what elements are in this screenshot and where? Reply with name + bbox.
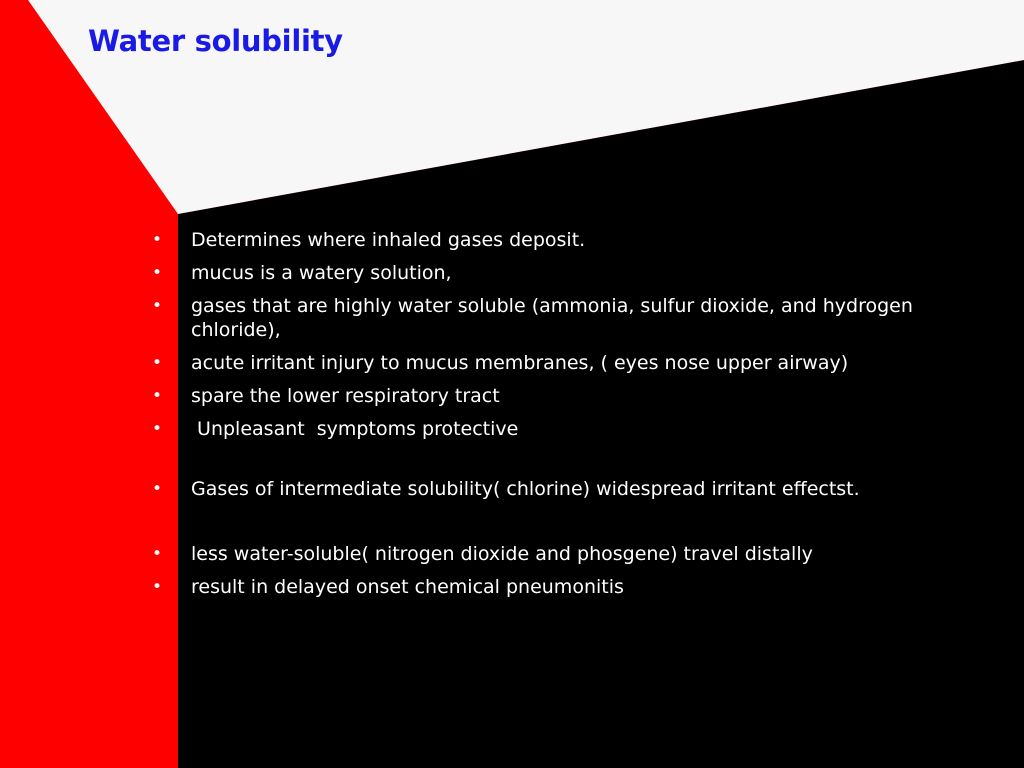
list-item	[152, 477, 972, 501]
bullet-icon: •	[152, 577, 163, 597]
list-item	[152, 294, 972, 342]
bullet-icon: •	[152, 544, 163, 564]
bullet-icon: •	[152, 353, 163, 373]
list-item	[152, 542, 972, 566]
bullet-text: spare the lower respiratory tract	[191, 385, 500, 407]
bullet-icon: •	[152, 296, 163, 316]
bullet-icon: •	[152, 479, 163, 499]
bullet-text: Unpleasant symptoms protective	[191, 418, 519, 440]
bullet-text: mucus is a watery solution,	[191, 262, 452, 284]
bullet-icon: •	[152, 230, 163, 250]
bullet-text: gases that are highly water soluble (ammonia, sulfur dioxide, and hydrogen chloride),	[191, 295, 919, 341]
bullet-icon: •	[152, 263, 163, 283]
list-item	[152, 261, 972, 285]
bullet-text: less water-soluble( nitrogen dioxide and phosgene) travel distally	[191, 543, 813, 565]
list-item	[152, 575, 972, 599]
bullet-text: Determines where inhaled gases deposit.	[191, 229, 586, 251]
list-item	[152, 384, 972, 408]
bullet-text: Gases of intermediate solubility( chlorine) widespread irritant effectst.	[191, 478, 860, 500]
bullet-icon: •	[152, 386, 163, 406]
bullet-icon: •	[152, 419, 163, 439]
bullet-text: acute irritant injury to mucus membranes, ( eyes nose upper airway)	[191, 352, 849, 374]
bullet-list	[152, 228, 972, 608]
slide-title: Water solubility	[88, 24, 343, 58]
list-item	[152, 351, 972, 375]
list-item	[152, 228, 972, 252]
bullet-text: result in delayed onset chemical pneumonitis	[191, 576, 624, 598]
list-item	[152, 417, 972, 441]
